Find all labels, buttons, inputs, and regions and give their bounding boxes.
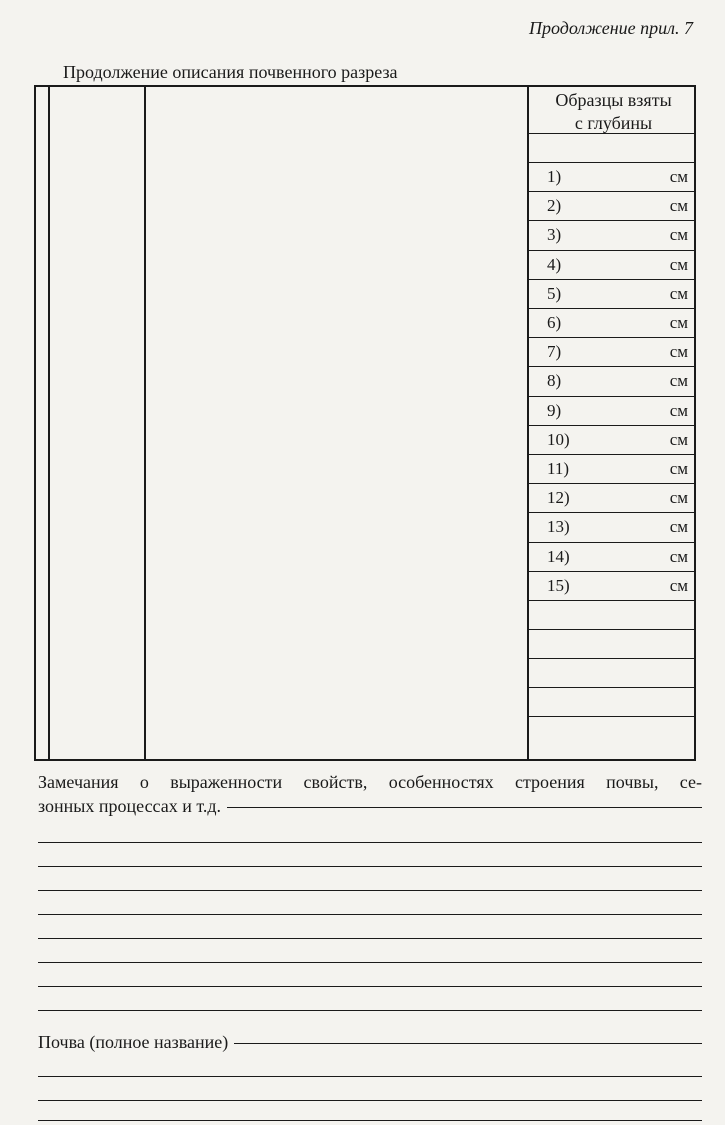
sample-row-divider [529,600,694,601]
sample-number: 2) [547,196,562,216]
sample-unit: см [669,283,688,303]
sample-row-divider [529,308,694,309]
sample-row[interactable] [529,396,696,425]
sample-row[interactable] [529,162,696,191]
sample-number: 9) [547,400,562,420]
sample-row[interactable] [529,425,696,454]
sample-number: 14) [547,546,570,566]
sample-number: 7) [547,342,562,362]
remarks-fill-line[interactable] [38,938,702,939]
sample-row-divider [529,220,694,221]
sample-number: 6) [547,313,562,332]
sample-row[interactable] [529,191,696,220]
sample-unit: см [669,342,688,362]
sample-row[interactable] [529,542,696,571]
remarks-fill-line[interactable] [38,890,702,891]
sample-row-divider [529,133,694,134]
sample-row[interactable] [529,220,696,249]
remarks-fill-line[interactable] [227,807,702,808]
sample-row-divider [529,658,694,659]
sample-row-divider [529,279,694,280]
soil-name-fill-line[interactable] [38,1120,702,1121]
sample-number: 12) [547,488,570,508]
sample-unit: см [669,459,688,478]
sample-unit: см [669,429,688,449]
section-title: Продолжение описания почвенного разреза [63,62,398,82]
sample-number: 11) [547,459,570,478]
remarks-fill-line[interactable] [38,842,702,843]
soil-name-label: Почва (полное название) [38,1032,229,1052]
remarks-fill-line[interactable] [38,962,702,963]
sample-unit: см [669,196,688,216]
sample-unit: см [669,167,688,186]
sample-number: 3) [547,225,562,245]
sample-row[interactable] [529,512,696,541]
sample-row-divider [529,483,694,484]
column-divider-horizon [48,87,50,759]
sample-row-divider [529,542,694,543]
sample-unit: см [669,313,688,332]
sample-row-divider [529,512,694,513]
sample-unit: см [669,254,688,274]
sample-unit: см [669,517,688,537]
soil-name-fill-line[interactable] [38,1076,702,1077]
sample-row-divider [529,425,694,426]
sample-number: 8) [547,371,562,391]
remarks-fill-line[interactable] [38,1010,702,1011]
sample-number: 15) [547,575,570,595]
sample-row-divider [529,571,694,572]
remarks-prompt-line1: Замечания о выраженности свойств, особенностях строения почвы, се- [38,772,702,792]
sample-number: 10) [547,429,570,449]
sample-number: 1) [547,167,562,186]
column-divider-description [144,87,146,759]
remarks-fill-line[interactable] [38,986,702,987]
sample-unit: см [669,575,688,595]
sample-row[interactable] [529,308,696,337]
sample-number: 13) [547,517,570,537]
soil-name-field[interactable] [38,1032,702,1053]
sample-unit: см [669,546,688,566]
remarks-fill-line[interactable] [38,866,702,867]
samples-column-header [529,87,698,133]
sample-row-divider [529,250,694,251]
sample-unit: см [669,400,688,420]
remarks-fill-line[interactable] [38,914,702,915]
samples-header-line2: с глубины [574,113,653,133]
soil-name-fill-line[interactable] [234,1043,702,1044]
samples-header-line1: Образцы взяты [555,90,672,110]
soil-name-fill-line[interactable] [38,1100,702,1101]
sample-row[interactable] [529,483,696,512]
sample-row-divider [529,162,694,163]
remarks-prompt-line2: зонных процессах и т.д. [38,796,222,816]
remarks-field[interactable] [38,770,702,818]
sample-number: 4) [547,254,562,274]
soil-profile-table [34,85,696,761]
sample-row-divider [529,629,694,630]
sample-unit: см [669,371,688,391]
sample-row-divider [529,716,694,717]
sample-row[interactable] [529,571,696,600]
sample-row[interactable] [529,250,696,279]
sample-unit: см [669,488,688,508]
sample-row-divider [529,337,694,338]
sample-row[interactable] [529,337,696,366]
sample-row-divider [529,396,694,397]
sample-unit: см [669,225,688,245]
sample-row[interactable] [529,366,696,395]
sample-row-divider [529,366,694,367]
running-header: Продолжение прил. 7 [528,18,693,38]
sample-row[interactable] [529,454,696,483]
sample-number: 5) [547,283,562,303]
sample-row-divider [529,454,694,455]
sample-row[interactable] [529,279,696,308]
sample-row-divider [529,687,694,688]
sample-row-divider [529,191,694,192]
